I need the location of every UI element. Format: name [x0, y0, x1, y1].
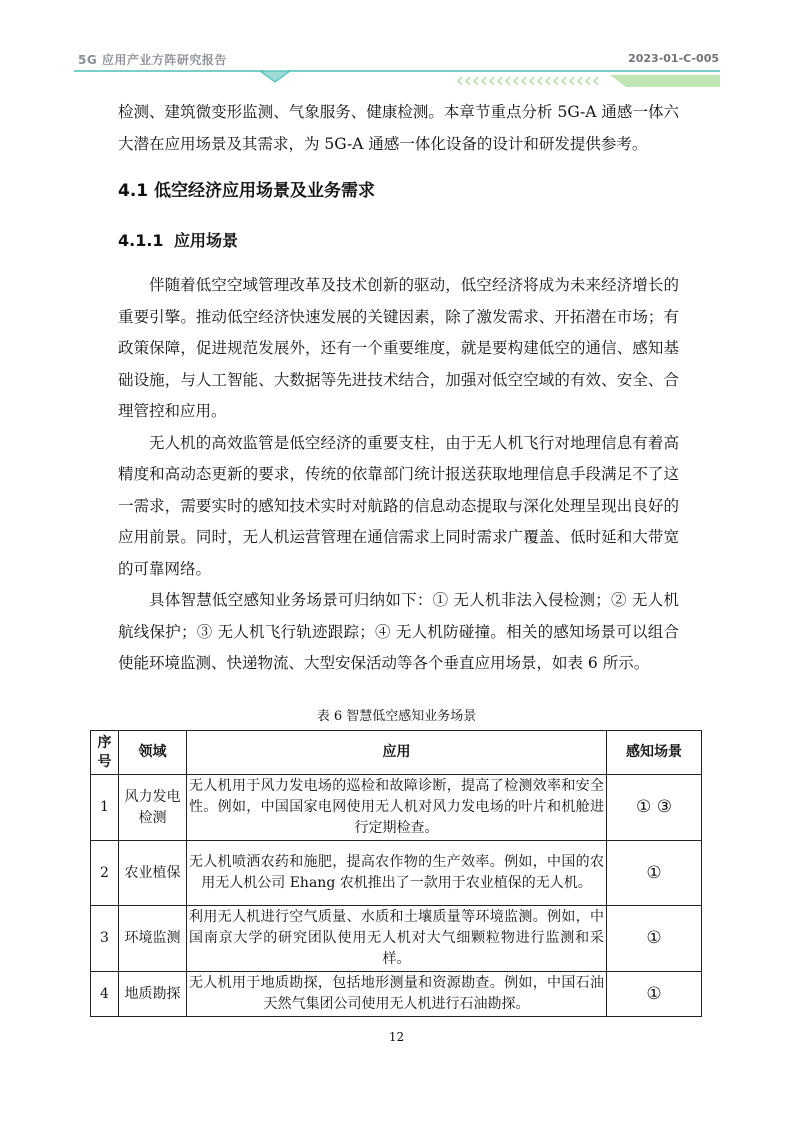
table-row — [91, 906, 702, 972]
page-number: 12 — [388, 1030, 405, 1044]
paragraph-drone-supervision: 无人机的高效监管是低空经济的重要支柱，由于无人机飞行对地理信息有着高精度和高动态更新的要求，传统的依靠部门统计报送获取地理信息手段满足不了这一需求，需要实时的感知技术实时对航路的信息动态提取与深化处理呈现出良好的应用前景。同时，无人机运营管理在通信需求上同时需求广覆盖、低时延和大带宽的可靠网络。 — [118, 433, 679, 578]
intro-paragraph: 检测、建筑微变形监测、气象服务、健康检测。本章节重点分析 5G-A 通感一体六大潜在应用场景及其需求，为 5G-A 通感一体化设备的设计和研发提供参考。 — [118, 103, 679, 153]
body-block — [118, 270, 679, 680]
table-row — [91, 775, 702, 841]
row-scenes: ① ③ — [607, 775, 702, 841]
row-application: 无人机用于地质勘探，包括地形测量和资源勘查。例如，中国石油天然气集团公司使用无人机进行石油勘探。 — [187, 972, 607, 1017]
scenario-table — [90, 730, 702, 1017]
row-no: 3 — [91, 906, 119, 972]
subsection-heading — [118, 228, 238, 251]
row-domain: 地质勘探 — [119, 972, 187, 1017]
row-no: 1 — [91, 775, 119, 841]
header-domain: 领域 — [119, 731, 187, 775]
table-caption: 表 6 智慧低空感知业务场景 — [316, 709, 477, 724]
report-title: 5G 应用产业方阵研究报告 — [78, 53, 227, 67]
row-scenes: ① — [607, 841, 702, 906]
header-decoration — [74, 67, 720, 89]
row-application: 无人机用于风力发电场的巡检和故障诊断，提高了检测效率和安全性。例如，中国国家电网使用无人机对风力发电场的叶片和机舱进行定期检查。 — [187, 775, 607, 841]
intro-block — [118, 97, 679, 160]
row-application: 利用无人机进行空气质量、水质和土壤质量等环境监测。例如，中国南京大学的研究团队使用无人机对大气细颗粒物进行监测和采样。 — [187, 906, 607, 972]
section-heading: 4.1 低空经济应用场景及业务需求 — [118, 181, 376, 201]
header-application: 应用 — [187, 731, 607, 775]
row-scenes: ① — [607, 972, 702, 1017]
subsection-number: 4.1.1 — [118, 231, 164, 250]
table-header-row — [91, 731, 702, 775]
row-no: 4 — [91, 972, 119, 1017]
row-scenes: ① — [607, 906, 702, 972]
paragraph-low-altitude-economy: 伴随着低空空域管理改革及技术创新的驱动，低空经济将成为未来经济增长的重要引擎。推动低空经济快速发展的关键因素，除了激发需求、开拓潜在市场；有政策保障，促进规范发展外，还有一个重要维度，就是要构建低空的通信、感知基础设施，与人工智能、大数据等先进技术结合，加强对低空空域的有效、安全、合理管控和应用。 — [118, 276, 679, 420]
paragraph-sensing-scenarios: 具体智慧低空感知业务场景可归纳如下：① 无人机非法入侵检测；② 无人机航线保护；③ 无人机飞行轨迹跟踪；④ 无人机防碰撞。相关的感知场景可以组合使能环境监测、快递物流、大型安保活动等各个垂直应用场景，如表 6 所示。 — [118, 591, 679, 672]
subsection-title: 应用场景 — [174, 231, 239, 250]
row-domain: 环境监测 — [119, 906, 187, 972]
table-row — [91, 972, 702, 1017]
table-row — [91, 841, 702, 906]
header-scenes: 感知场景 — [607, 731, 702, 775]
header-no: 序号 — [91, 731, 119, 775]
row-no: 2 — [91, 841, 119, 906]
row-application: 无人机喷洒农药和施肥，提高农作物的生产效率。例如，中国的农用无人机公司 Ehang 农机推出了一款用于农业植保的无人机。 — [187, 841, 607, 906]
report-code: 2023-01-C-005 — [628, 52, 719, 65]
row-domain: 农业植保 — [119, 841, 187, 906]
row-domain: 风力发电检测 — [119, 775, 187, 841]
